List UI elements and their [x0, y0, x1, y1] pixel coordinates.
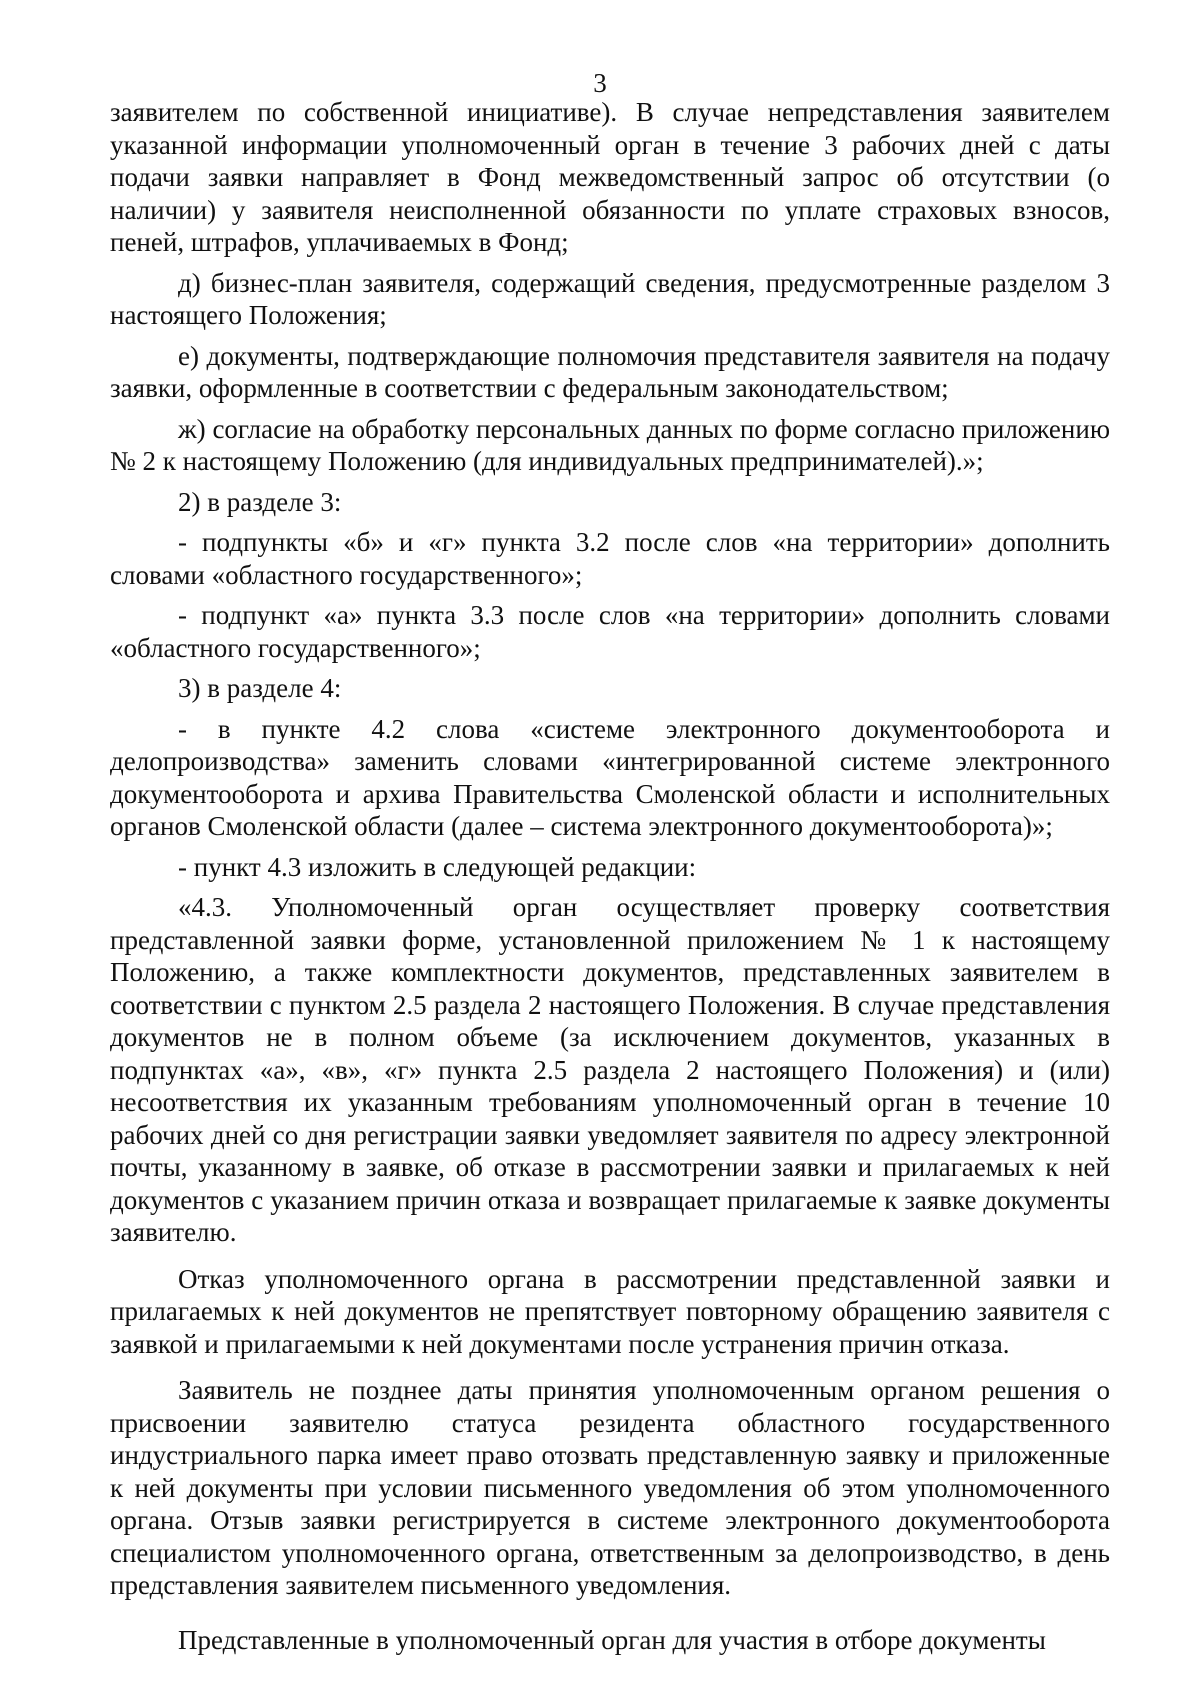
- paragraph-item-d: д) бизнес-план заявителя, содержащий сведения, предусмотренные разделом 3 настоящего Положения;: [110, 267, 1110, 330]
- paragraph-continuation: заявителем по собственной инициативе). В случае непредставления заявителем указанной информации уполномоченный орган в течение 3 рабочих дней с даты подачи заявки направляет в Фонд межведомственный запрос об отсутствии (о наличии) у заявителя неисполненной обязанности по уплате страховых взносов, пеней, штрафов, уплачиваемых в Фонд;: [110, 97, 1110, 257]
- paragraph-3-2-amendment: - подпункты «б» и «г» пункта 3.2 после слов «на территории» дополнить словами «областного государственного»;: [110, 527, 1110, 590]
- paragraph-4-2-amendment: - в пункте 4.2 слова «системе электронного документооборота и делопроизводства» заменить словами «интегрированной системе электронного документооборота и архива Правительства Смоленской области и исполнительных органов Смоленской области (далее – система электронного документооборота)»;: [110, 713, 1110, 841]
- paragraph-submitted-documents: Представленные в уполномоченный орган для участия в отборе документы: [178, 1624, 1046, 1655]
- paragraph-4-3-text: «4.3. Уполномоченный орган осуществляет проверку соответствия представленной заявки форме, установленной приложением № 1 к настоящему Положению, а также комплектности документов, представленных заявителем в соответствии с пунктом 2.5 раздела 2 настоящего Положения. В случае представления документов не в полном объеме (за исключением документов, указанных в подпунктах «а», «в», «г» пункта 2.5 раздела 2 настоящего Положения) и (или) несоответствия их указанным требованиям уполномоченный орган в течение 10 рабочих дней со дня регистрации заявки уведомляет заявителя по адресу электронной почты, указанному в заявке, об отказе в рассмотрении заявки и прилагаемых к ней документов с указанием причин отказа и возвращает прилагаемые к заявке документы заявителю.: [110, 892, 1110, 1247]
- paragraph-section-4: 3) в разделе 4:: [178, 673, 342, 703]
- document-body: [110, 96, 1110, 1656]
- paragraph-withdrawal: Заявитель не позднее даты принятия уполномоченным органом решения о присвоении заявителю статуса резидента областного государственного индустриального парка имеет право отозвать представленную заявку и приложенные к ней документы при условии письменного уведомления об этом уполномоченного органа. Отзыв заявки регистрируется в системе электронного документооборота специалистом уполномоченного органа, ответственным за делопроизводство, в день представления заявителем письменного уведомления.: [110, 1375, 1110, 1600]
- paragraph-section-3: 2) в разделе 3:: [178, 486, 342, 517]
- paragraph-4-3-intro: - пункт 4.3 изложить в следующей редакции:: [178, 851, 697, 882]
- paragraph-item-zh: ж) согласие на обработку персональных данных по форме согласно приложению № 2 к настоящему Положению (для индивидуальных предпринимателей).»;: [110, 413, 1110, 476]
- paragraph-item-e: е) документы, подтверждающие полномочия представителя заявителя на подачу заявки, оформленные в соответствии с федеральным законодательством;: [110, 340, 1110, 403]
- paragraph-3-3-amendment: - подпункт «а» пункта 3.3 после слов «на территории» дополнить словами «областного государственного»;: [110, 600, 1110, 663]
- page-number: 3: [593, 68, 607, 98]
- paragraph-refusal: Отказ уполномоченного органа в рассмотрении представленной заявки и прилагаемых к ней документов не препятствует повторному обращению заявителя с заявкой и прилагаемыми к ней документами после устранения причин отказа.: [110, 1263, 1110, 1359]
